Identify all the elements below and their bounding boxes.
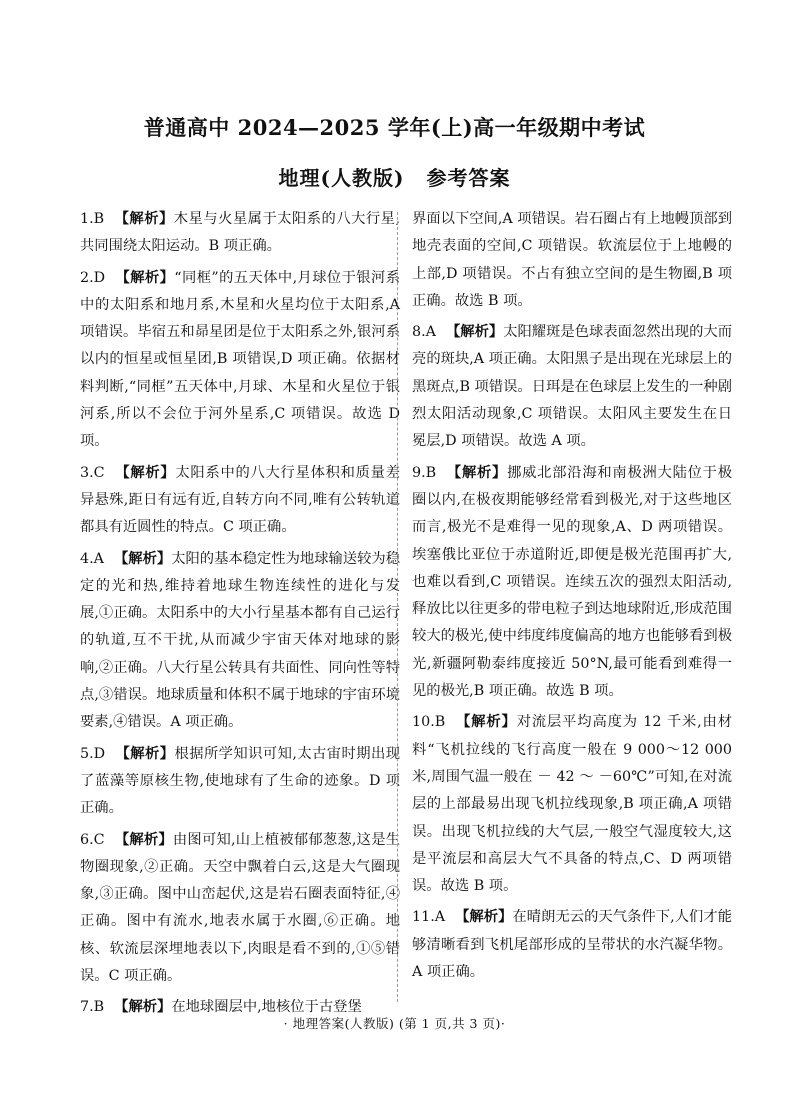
analysis-tag: 【解析】: [455, 909, 513, 926]
analysis-tag: 【解析】: [113, 550, 172, 567]
answer-number: 5.D: [80, 745, 106, 762]
answer-item: [412, 319, 732, 455]
answer-item: [80, 741, 400, 823]
answer-item: [412, 709, 732, 900]
answer-number: 4.A: [80, 550, 104, 567]
analysis-tag: 【解析】: [445, 324, 504, 341]
answer-text: 在晴朗无云的天气条件下,人们才能够清晰看到飞机尾部形成的呈带状的水汽凝华物。A 项正确。: [412, 909, 732, 981]
answer-text: 太阳耀斑是色球表面忽然出现的大而亮的斑块,A 项正确。太阳黑子是出现在光球层上的黑斑点,B 项错误。日珥是在色球层上发生的一种剧烈太阳活动现象,C 项错误。太阳风主要发生在日冕层,D 项错误。故选 A 项。: [412, 324, 733, 450]
analysis-tag: 【解析】: [114, 831, 173, 848]
answer-text: 在地球圈层中,地核位于古登堡: [171, 999, 362, 1016]
page-footer: · 地理答案(人教版) (第 1 页,共 3 页)·: [283, 1016, 506, 1031]
answer-text: 由图可知,山上植被郁郁葱葱,这是生物圈现象,②正确。天空中飘着白云,这是大气圈现象,③正确。图中山峦起伏,这是岩石圈表面特征,④正确。图中有流水,地表水属于水圈,⑥正确。地核、软流层深埋地表以下,肉眼是看不到的,①⑤错误。C 项正确。: [80, 831, 401, 985]
analysis-tag: 【解析】: [115, 745, 175, 762]
answer-text: “同框”的五天体中,月球位于银河系中的太阳系和地月系,木星和火星均位于太阳系,A 项错误。毕宿五和昴星团是位于太阳系之外,银河系以内的恒星或恒星团,B 项错误,D 项正确。依据材料判断,“同框”五天体中,月球、木星和火星位于银河系,所以不会位于河外星系,C 项错误。故选 D 项。: [80, 269, 400, 450]
answer-item: [80, 265, 400, 456]
answer-item: [80, 206, 400, 261]
analysis-tag: 【解析】: [446, 464, 508, 481]
answer-text: 太阳的基本稳定性为地球输送较为稳定的光和热,维持着地球生物连续性的进化与发展,①正确。太阳系中的大小行星基本都有自己运行的轨道,互不干扰,从而减少宇宙天体对地球的影响,②正确。八大行星公转具有共面性、同向性等特点,③错误。地球质量和体积不属于地球的宇宙环境要素,④错误。A 项正确。: [80, 550, 401, 731]
answers-right-column: [412, 206, 732, 990]
analysis-tag: 【解析】: [114, 211, 174, 227]
answer-number: 6.C: [80, 831, 105, 848]
page-subtitle: [0, 162, 789, 191]
answer-text: 界面以下空间,A 项错误。岩石圈占有上地幔顶部到地壳表面的空间,C 项错误。软流层位于上地幔的上部,D 项错误。不占有独立空间的是生物圈,B 项正确。故选 B 项。: [412, 211, 732, 309]
answer-item: [412, 904, 732, 986]
answer-text: 太阳系中的八大行星体积和质量差异悬殊,距日有远有近,自转方向不同,唯有公转轨道都具有近圆性的特点。C 项正确。: [80, 464, 401, 536]
analysis-tag: 【解析】: [114, 464, 176, 481]
answer-number: 9.B: [412, 464, 437, 481]
answer-number: 1.B: [80, 211, 105, 227]
answer-item: [412, 206, 732, 315]
answer-label: 参考答案: [426, 166, 511, 190]
answer-number: 7.B: [80, 999, 105, 1016]
answer-text: 木星与火星属于太阳系的八大行星,共同围绕太阳运动。B 项正确。: [80, 211, 401, 255]
answer-number: 11.A: [412, 909, 446, 926]
answer-item: [80, 827, 400, 991]
subject-label: 地理(人教版): [278, 166, 405, 190]
answers-left-column: [80, 206, 400, 1026]
answer-item: [80, 460, 400, 542]
column-divider: [397, 212, 398, 1002]
answer-number: 8.A: [412, 324, 436, 341]
answer-item: [412, 460, 732, 706]
analysis-tag: 【解析】: [114, 999, 172, 1016]
answer-number: 10.B: [412, 714, 446, 731]
answer-text: 挪威北部沿海和南极洲大陆位于极圈以内,在极夜期能够经常看到极光,对于这些地区而言,极光不是难得一见的现象,A、D 两项错误。埃塞俄比亚位于赤道附近,即便是极光范围再扩大,也难以看到,C 项错误。连续五次的强烈太阳活动,释放比以往更多的带电粒子到达地球附近,形成范围较大的极光,使中纬度纬度偏高的地方也能够看到极光,新疆阿勒泰纬度接近 50°N,最可能看到难得一见的极光,B 项正确。故选 B 项。: [412, 464, 733, 700]
analysis-tag: 【解析】: [455, 714, 517, 731]
answer-number: 3.C: [80, 464, 105, 481]
page-title: 普通高中 2024—2025 学年(上)高一年级期中考试: [143, 115, 646, 140]
analysis-tag: 【解析】: [115, 269, 175, 286]
answer-text: 根据所学知识可知,太古宙时期出现了蓝藻等原核生物,使地球有了生命的迹象。D 项正确。: [80, 745, 401, 817]
answer-item: [80, 546, 400, 737]
answer-text: 对流层平均高度为 12 千米,由材料“飞机拉线的飞行高度一般在 9 000～12 000 米,周围气温一般在 － 42 ～ －60℃”可知,在对流层的上部最易出现飞机拉线现象,B 项正确,A 项错误。出现飞机拉线的大气层,一般空气湿度较大,这是平流层和高层大气不具备的特点,C、D 两项错误。故选 B 项。: [412, 714, 733, 895]
answer-number: 2.D: [80, 269, 106, 286]
